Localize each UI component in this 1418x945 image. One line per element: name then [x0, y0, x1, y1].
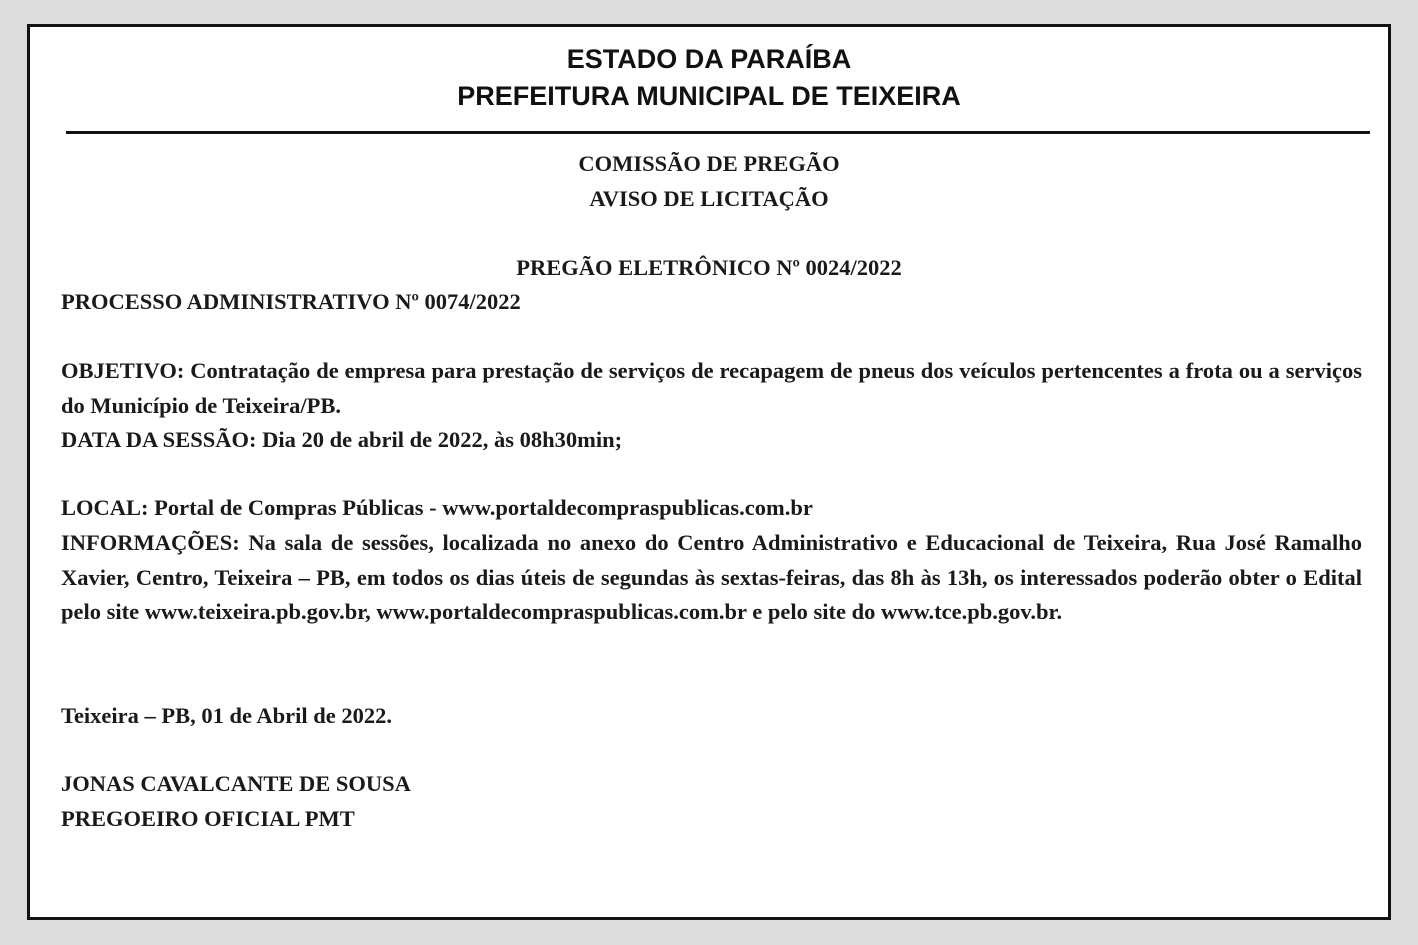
- signer-name: JONAS CAVALCANTE DE SOUSA: [61, 771, 411, 796]
- notice-frame: [27, 24, 1391, 920]
- place-date-line: Teixeira – PB, 01 de Abril de 2022.: [61, 703, 393, 728]
- header-divider: [66, 131, 1370, 134]
- commission-heading: COMISSÃO DE PREGÃO: [578, 151, 840, 176]
- signer-role: PREGOEIRO OFICIAL PMT: [61, 806, 355, 831]
- data-sessao-line: DATA DA SESSÃO: Dia 20 de abril de 2022, às 08h30min;: [61, 427, 623, 452]
- local-line: LOCAL: Portal de Compras Públicas - www.portaldecompraspublicas.com.br: [61, 495, 813, 520]
- state-title: ESTADO DA PARAÍBA: [566, 44, 852, 74]
- pregao-number: PREGÃO ELETRÔNICO Nº 0024/2022: [516, 255, 902, 280]
- notice-type-heading: AVISO DE LICITAÇÃO: [589, 186, 829, 211]
- processo-number: PROCESSO ADMINISTRATIVO Nº 0074/2022: [61, 289, 521, 314]
- municipality-title: PREFEITURA MUNICIPAL DE TEIXEIRA: [457, 81, 961, 111]
- informacoes-paragraph: INFORMAÇÕES: Na sala de sessões, localizada no anexo do Centro Administrativo e Educacional de Teixeira, Rua José Ramalho Xavier, Centro, Teixeira – PB, em todos os dias úteis de segundas às sextas-feiras, das 8h às 13h, os interessados poderão obter o Edital pelo site www.teixeira.pb.gov.br, www.portaldecompraspublicas.com.br e pelo site do www.tce.pb.gov.br.: [61, 530, 1362, 624]
- objetivo-paragraph: OBJETIVO: Contratação de empresa para prestação de serviços de recapagem de pneus dos veículos pertencentes a frota ou a serviços do Município de Teixeira/PB.: [61, 358, 1362, 418]
